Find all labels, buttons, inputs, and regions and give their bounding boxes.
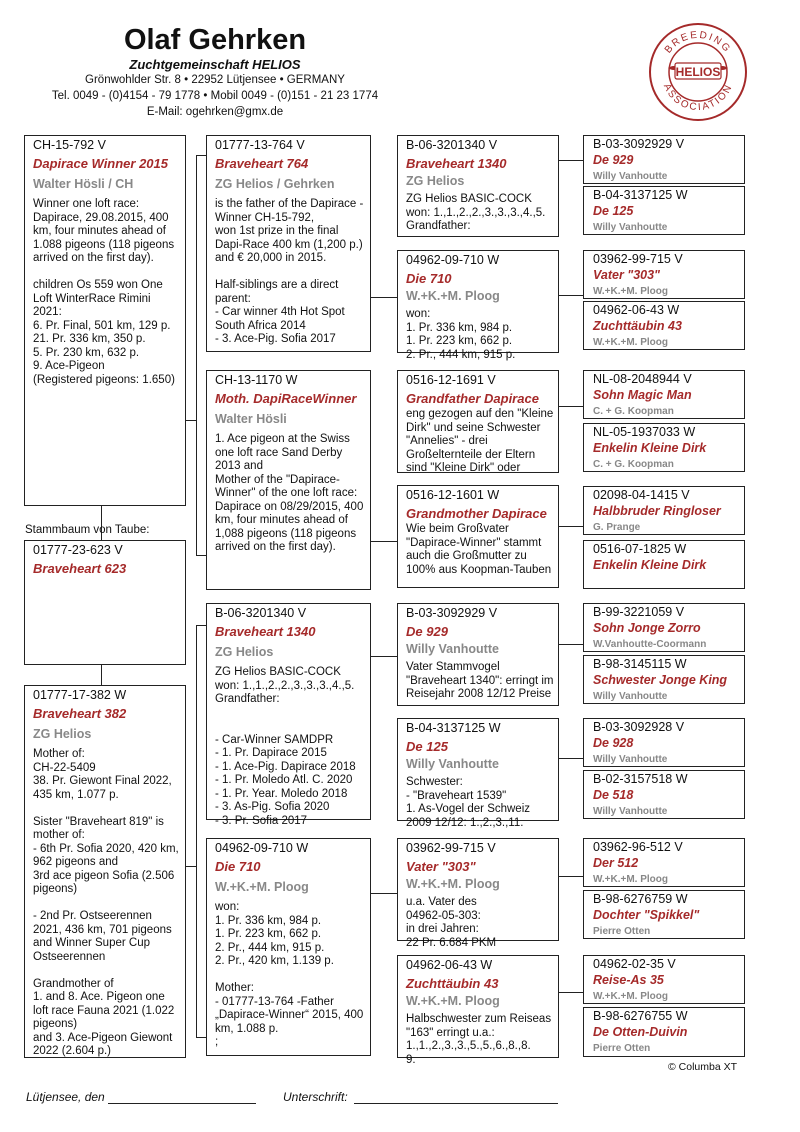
g3-card-7[interactable] [397, 838, 559, 949]
g4-ring: B-03-3092929 V [593, 137, 685, 151]
g4-card-9[interactable] [583, 603, 745, 652]
g4-card-14[interactable] [583, 890, 745, 939]
place-date-label: Lütjensee, den [26, 1090, 105, 1104]
g4-card-11[interactable] [583, 718, 745, 767]
g4-ring: B-02-3157518 W [593, 772, 688, 786]
breeding-association-logo [648, 22, 748, 122]
g3-card-8[interactable] [397, 955, 559, 1066]
signature-label: Unterschrift: [283, 1090, 348, 1104]
mm-ring: 04962-09-710 W [215, 841, 309, 855]
g3-ring: B-06-3201340 V [406, 138, 498, 152]
fm-info: 1. Ace pigeon at the Swiss one loft race Sand Derby 2013 and Mother of the "Dapirace-Winner" of the one loft race: Dapirace on 08/29/2015, 400 km, four minutes ahead of 1,088 pigeons (118 pigeons arrived on the first day). [215, 433, 364, 553]
mother-card[interactable] [24, 685, 186, 1058]
g4-ring: 04962-06-43 W [593, 303, 680, 317]
g4-ring: 0516-07-1825 W [593, 542, 687, 556]
g4-name: Enkelin Kleine Dirk [593, 558, 707, 572]
g4-breeder: W.Vanhoutte-Coormann [593, 639, 707, 650]
fm-ring: CH-13-1170 W [215, 373, 298, 387]
ff-ring: 01777-13-764 V [215, 138, 305, 152]
mother-ring: 01777-17-382 W [33, 688, 127, 702]
mm-breeder: W.+K.+M. Ploog [215, 880, 309, 894]
g4-card-7[interactable] [583, 486, 745, 535]
g3-breeder: ZG Helios [406, 174, 465, 188]
ff-breeder: ZG Helios / Gehrken [215, 177, 335, 191]
g3-name: Grandfather Dapirace [406, 391, 539, 406]
g4-breeder: Pierre Otten [593, 1043, 651, 1054]
g3-name: Grandmother Dapirace [406, 506, 547, 521]
pedigree-label: Stammbaum von Taube: [25, 524, 150, 536]
mother-info: Mother of: CH-22-5409 38. Pr. Giewont Final 2022, 435 km, 1.077 p. Sister "Braveheart 819" is mother of: - 6th Pr. Sofia 2020, 420 km, 962 pigeons and 3rd ace pigeon Sofia (2.506 pigeons) - 2nd Pr. Ostseerennen 2021, 436 km, 701 pigeons and Winner Super Cup Ostseerennen Grandmother of 1. and 8. Ace. Pigeon one loft race Fauna 2021 (1.022 pigeons) and 3. Ace-Pigeon Giewont 2022 (2.604 p.) [33, 748, 179, 1057]
breeder-email: E-Mail: ogehrken@gmx.de [146, 106, 284, 118]
g4-card-12[interactable] [583, 770, 745, 819]
g4-ring: 03962-96-512 V [593, 840, 683, 854]
g4-card-8[interactable] [583, 540, 745, 589]
g4-card-4[interactable] [583, 301, 745, 350]
svg-text:ASSOCIATION: ASSOCIATION [660, 82, 736, 114]
g4-breeder: W.+K.+M. Ploog [593, 286, 669, 297]
g4-breeder: C. + G. Koopman [593, 406, 674, 417]
mm-info: won: 1. Pr. 336 km, 984 p. 1. Pr. 223 km, 662 p. 2. Pr., 444 km, 915 p. 2. Pr., 420 km, 1.139 p. Mother: - 01777-13-764 -Father „Dapirace-Winner“ 2015, 400 km, 1.088 p. ; [215, 901, 364, 1048]
g3-breeder: Willy Vanhoutte [406, 642, 499, 656]
g4-ring: 03962-99-715 V [593, 252, 683, 266]
g3-name: De 929 [406, 624, 448, 639]
father-ring: CH-15-792 V [33, 138, 106, 152]
g4-name: Sohn Magic Man [593, 388, 692, 402]
g3-name: Braveheart 1340 [406, 156, 507, 171]
g4-ring: B-03-3092928 V [593, 720, 685, 734]
g4-ring: B-98-6276755 W [593, 1009, 688, 1023]
g3-info: ZG Helios BASIC-COCK won: 1.,1.,2.,2.,3.,3.,3.,4.,5. Grandfather: [406, 193, 546, 232]
g4-breeder: Willy Vanhoutte [593, 691, 668, 702]
g4-name: De 929 [593, 153, 634, 167]
g3-card-5[interactable] [397, 603, 559, 706]
svg-text:BREEDING: BREEDING [662, 29, 734, 56]
g4-ring: B-99-3221059 V [593, 605, 685, 619]
mother-breeder: ZG Helios [33, 727, 92, 741]
g3-ring: 04962-09-710 W [406, 253, 500, 267]
g3-ring: 0516-12-1691 V [406, 373, 496, 387]
g4-card-16[interactable] [583, 1007, 745, 1057]
g4-breeder: Pierre Otten [593, 926, 651, 937]
g3-info: Schwester: - "Braveheart 1539" 1. As-Vogel der Schweiz 2009 12/12: 1.,2.,3.,11. [406, 776, 531, 829]
g4-name: De Otten-Duivin [593, 1025, 688, 1039]
g3-name: Die 710 [406, 271, 452, 286]
father-info: Winner one loft race: Dapirace, 29.08.2015, 400 km, four minutes ahead of 1.088 pigeons (118 pigeons arrived on the first day). children Os 559 won One Loft WinterRace Rimini 2021: 6. Pr. Final, 501 km, 129 p. 21. Pr. 336 km, 350 p. 5. Pr. 230 km, 632 p. 9. Ace-Pigeon (Registered pigeons: 1.650) [33, 198, 175, 386]
g3-ring: 03962-99-715 V [406, 841, 496, 855]
g4-ring: B-98-6276759 W [593, 892, 688, 906]
svg-text:HELIOS: HELIOS [675, 65, 721, 79]
g4-breeder: W.+K.+M. Ploog [593, 337, 669, 348]
g4-name: Zuchttäubin 43 [593, 319, 682, 333]
mf-name: Braveheart 1340 [215, 624, 316, 639]
g3-ring: B-03-3092929 V [406, 606, 498, 620]
g3-name: Zuchttäubin 43 [406, 976, 499, 991]
g4-breeder: C. + G. Koopman [593, 459, 674, 470]
g3-info: Wie beim Großvater "Dapirace-Winner" stammt auch die Großmutter zu 100% aus Koopman-Tauben [406, 523, 552, 576]
subject-card[interactable] [24, 540, 186, 665]
father-name: Dapirace Winner 2015 [33, 156, 169, 171]
g4-breeder: Willy Vanhoutte [593, 222, 668, 233]
breeder-phone: Tel. 0049 - (0)4154 - 79 1778 • Mobil 0049 - (0)151 - 21 23 1774 [51, 90, 379, 102]
g3-info: Halbschwester zum Reiseas "163" erringt u.a.: 1.,1.,2.,3.,3.,5.,5.,6.,8.,8. 9. [406, 1013, 552, 1066]
g4-name: Schwester Jonge King [593, 673, 728, 687]
g4-name: De 928 [593, 736, 634, 750]
signature-line[interactable] [354, 1103, 558, 1104]
subject-ring: 01777-23-623 V [33, 543, 123, 557]
g4-card-13[interactable] [583, 838, 745, 887]
subject-name: Braveheart 623 [33, 561, 127, 576]
g4-card-2[interactable] [583, 186, 745, 235]
g4-card-15[interactable] [583, 955, 745, 1004]
g3-card-4[interactable] [397, 485, 559, 588]
g3-card-3[interactable] [397, 370, 559, 473]
g4-card-10[interactable] [583, 655, 745, 704]
g4-ring: B-04-3137125 W [593, 188, 688, 202]
fm-breeder: Walter Hösli [215, 412, 287, 426]
g4-breeder: Willy Vanhoutte [593, 171, 668, 182]
g3-card-6[interactable] [397, 718, 559, 829]
mm-name: Die 710 [215, 859, 261, 874]
mother-name: Braveheart 382 [33, 706, 127, 721]
g3-breeder: W.+K.+M. Ploog [406, 289, 500, 303]
g3-info: u.a. Vater des 04962-05-303: in drei Jahren: 22 Pr. 6.684 PKM [406, 896, 497, 949]
maternal-grandmother-card[interactable] [206, 838, 371, 1056]
g4-ring: NL-05-1937033 W [593, 425, 696, 439]
copyright: © Columba XT [668, 1061, 738, 1073]
g4-name: De 518 [593, 788, 634, 802]
maternal-grandfather-card[interactable] [206, 603, 371, 827]
g3-card-1[interactable] [397, 135, 559, 237]
g4-card-3[interactable] [583, 250, 745, 299]
g4-name: Sohn Jonge Zorro [593, 621, 701, 635]
g4-card-5[interactable] [583, 370, 745, 419]
g3-breeder: W.+K.+M. Ploog [406, 877, 500, 891]
g3-info: eng gezogen auf den "Kleine Dirk" und seine Schwester "Annelies" - drei Großelternteile der Eltern sind "Kleine Dirk" oder [406, 408, 554, 474]
g4-name: Vater "303" [593, 268, 660, 282]
g4-breeder: W.+K.+M. Ploog [593, 874, 669, 885]
g3-info: won: 1. Pr. 336 km, 984 p. 1. Pr. 223 km, 662 p. 2. Pr., 444 km, 915 p. [406, 308, 516, 361]
g3-name: De 125 [406, 739, 448, 754]
g3-ring: B-04-3137125 W [406, 721, 501, 735]
g4-name: Dochter "Spikkel" [593, 908, 700, 922]
g4-name: Halbbruder Ringloser [593, 504, 721, 518]
father-card[interactable] [24, 135, 186, 506]
g3-ring: 0516-12-1601 W [406, 488, 500, 502]
g4-ring: B-98-3145115 W [593, 657, 687, 671]
g3-ring: 04962-06-43 W [406, 958, 493, 972]
g4-card-1[interactable] [583, 135, 745, 184]
ff-info: is the father of the Dapirace -Winner CH-15-792, won 1st prize in the final Dapi-Race 400 km (1,200 p.) and € 20,000 in 2015. Half-siblings are a direct parent: - Car winner 4th Hot Spot South Africa 2014 - 3. Ace-Pig. Sofia 2017 [215, 198, 364, 345]
g4-name: De 125 [593, 204, 634, 218]
mf-info: ZG Helios BASIC-COCK won: 1.,1.,2.,2.,3.,3.,3.,4.,5. Grandfather: - Car-Winner SAMDPR - 1. Pr. Dapirace 2015 - 1. Ace-Pig. Dapirace 2018 - 1. Pr. Moledo Atl. C. 2020 - 1. Pr. Year. Moledo 2018 - 3. As-Pig. Sofia 2020 - 3. Pr. Sofia 2017 [215, 666, 356, 827]
paternal-grandfather-card[interactable] [206, 135, 371, 352]
breeder-subtitle: Zuchtgemeinschaft HELIOS [129, 57, 301, 72]
g4-name: Reise-As 35 [593, 973, 664, 987]
g3-breeder: W.+K.+M. Ploog [406, 994, 500, 1008]
g4-card-6[interactable] [583, 423, 745, 472]
g4-breeder: W.+K.+M. Ploog [593, 991, 669, 1002]
g3-breeder: Willy Vanhoutte [406, 757, 499, 771]
g4-breeder: Willy Vanhoutte [593, 754, 668, 765]
g4-ring: 04962-02-35 V [593, 957, 676, 971]
g4-breeder: Willy Vanhoutte [593, 806, 668, 817]
g3-card-2[interactable] [397, 250, 559, 361]
g4-ring: NL-08-2048944 V [593, 372, 692, 386]
ff-name: Braveheart 764 [215, 156, 309, 171]
fm-name: Moth. DapiRaceWinner [215, 391, 357, 406]
mf-ring: B-06-3201340 V [215, 606, 307, 620]
g4-breeder: G. Prange [593, 522, 641, 533]
paternal-grandmother-card[interactable] [206, 370, 371, 590]
g3-name: Vater "303" [406, 859, 476, 874]
father-breeder: Walter Hösli / CH [33, 177, 134, 191]
breeder-address: Grönwohlder Str. 8 • 22952 Lütjensee • GERMANY [85, 74, 345, 86]
mf-breeder: ZG Helios [215, 645, 274, 659]
g4-ring: 02098-04-1415 V [593, 488, 690, 502]
g4-name: Enkelin Kleine Dirk [593, 441, 707, 455]
g4-name: Der 512 [593, 856, 639, 870]
date-line[interactable] [108, 1103, 256, 1104]
breeder-name: Olaf Gehrken [123, 24, 307, 56]
g3-info: Vater Stammvogel "Braveheart 1340": erringt im Reisejahr 2008 12/12 Preise [406, 661, 554, 700]
